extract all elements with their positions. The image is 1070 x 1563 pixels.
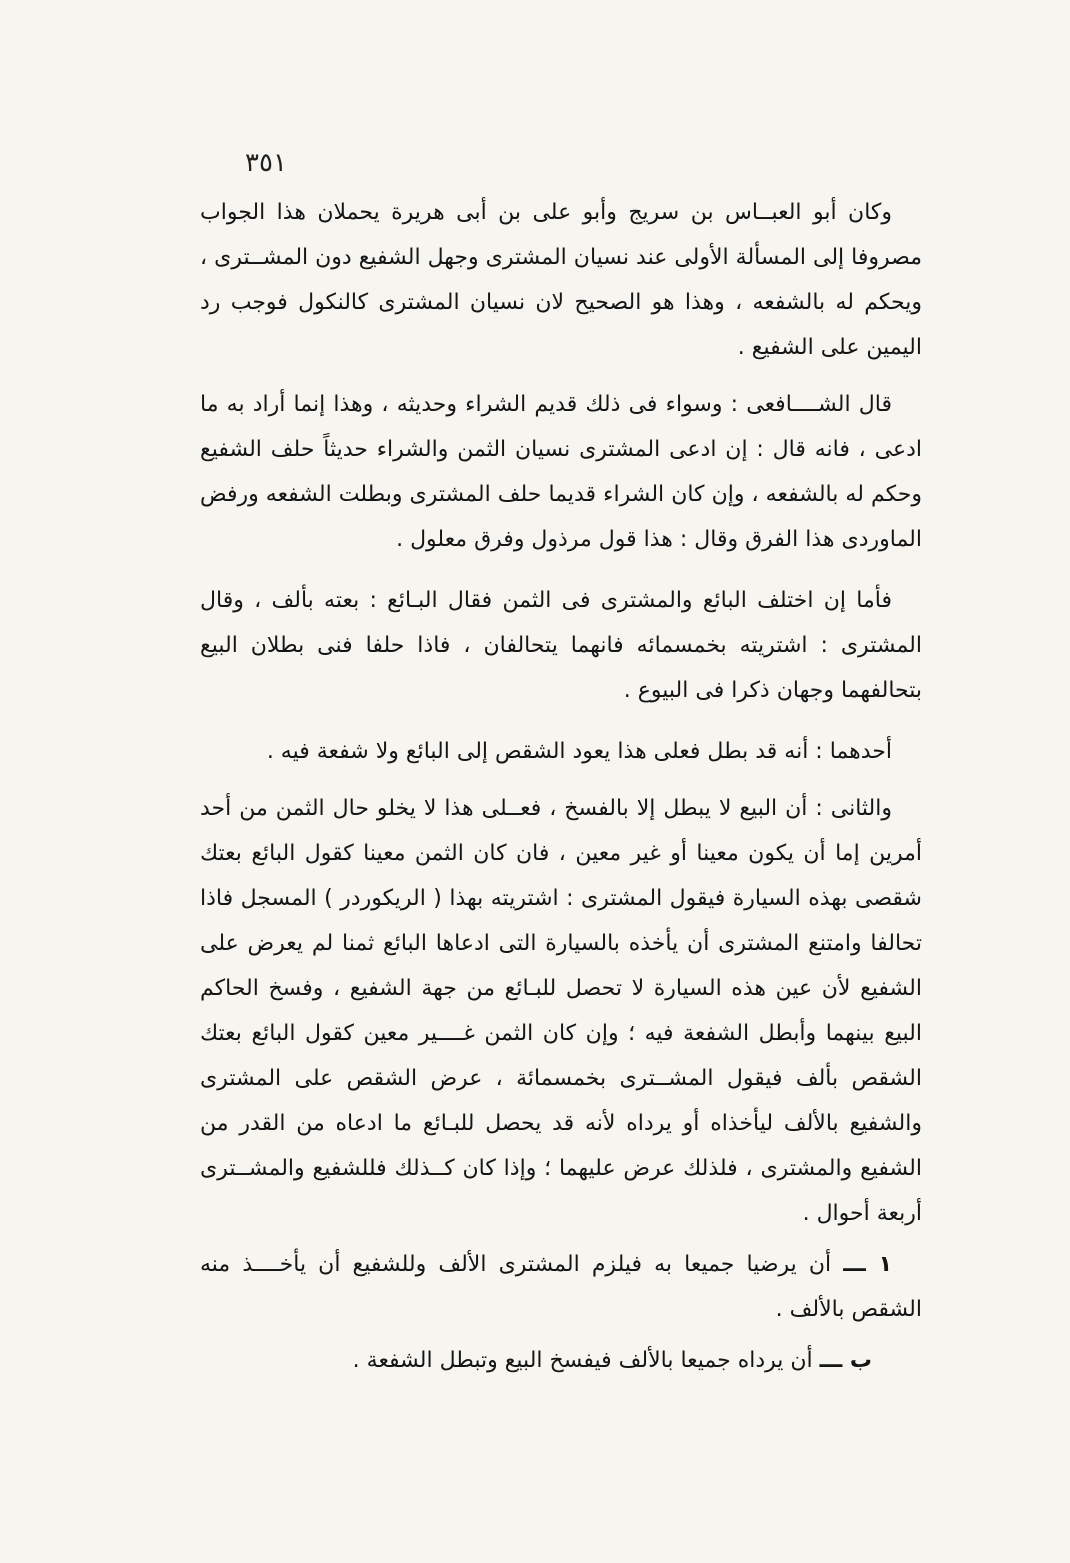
page-body [200, 190, 922, 1383]
page-number: ٣٥١ [245, 148, 287, 178]
paragraph-second-view: والثانى : أن البيع لا يبطل إلا بالفسخ ، فعــلى هذا لا يخلو حال الثمن من أحد أمرين إما أن يكون معينا أو غير معين ، فان كان الثمن معينا كقول البائع بعتك شقصى بهذه السيارة فيقول المشترى : اشتريته بهذا ( الريكوردر ) المسجل فاذا تحالفا وامتنع المشترى أن يأخذه بالسيارة التى ادعاها البائع ثمنا لم يعرض على الشفيع لأن عين هذه السيارة لا تحصل للبـائع من جهة الشفيع ، وفسخ الحاكم البيع بينهما وأبطل الشفعة فيه ؛ وإن كان الثمن غــــير معين كقول البائع بعتك الشقص بألف فيقول المشــترى بخمسمائة ، عرض الشقص على المشترى والشفيع بالألف ليأخذاه أو يرداه لأنه قد يحصل للبـائع ما ادعاه من القدر من الشفيع والمشترى ، فلذلك عرض عليهما ؛ وإذا كان كــذلك فللشفيع والمشــترى أربعة أحوال . [200, 796, 922, 1226]
list-item-a [200, 1242, 922, 1332]
paragraph-ibn-surayj: وكان أبو العبــاس بن سريج وأبو على بن أبى هريرة يحملان هذا الجواب مصروفا إلى المسألة الأولى عند نسيان المشترى وجهل الشفيع دون المشــترى ، ويحكم له بالشفعه ، وهذا هو الصحيح لان نسيان المشترى كالنكول فوجب رد اليمين على الشفيع . [200, 200, 922, 360]
list-item-a-text: أن يرضيا جميعا به فيلزم المشترى الألف وللشفيع أن يأخــــذ منه الشقص بالألف . [200, 1252, 922, 1322]
list-item-a-marker: ١ ـــ [843, 1252, 893, 1277]
list-item-b-marker: ب ـــ [819, 1348, 872, 1373]
list-item-b [200, 1338, 922, 1383]
paragraph-shafii-quote: قال الشــــافعى : وسواء فى ذلك قديم الشراء وحديثه ، وهذا إنما أراد به ما ادعى ، فانه قال : إن ادعى المشترى نسيان الثمن والشراء حديثاً حلف الشفيع وحكم له بالشفعه ، وإن كان الشراء قديما حلف المشترى وبطلت الشفعه ورفض الماوردى هذا الفرق وقال : هذا قول مرذول وفرق معلول . [200, 392, 922, 552]
paragraph-first-view: أحدهما : أنه قد بطل فعلى هذا يعود الشقص إلى البائع ولا شفعة فيه . [266, 739, 892, 764]
paragraph-seller-buyer-dispute: فأما إن اختلف البائع والمشترى فى الثمن فقال البـائع : بعته بألف ، وقال المشترى : اشتريته بخمسمائه فانهما يتحالفان ، فاذا حلفا فنى بطلان البيع بتحالفهما وجهان ذكرا فى البيوع . [200, 588, 922, 703]
list-item-b-text: أن يرداه جميعا بالألف فيفسخ البيع وتبطل الشفعة . [352, 1348, 813, 1373]
